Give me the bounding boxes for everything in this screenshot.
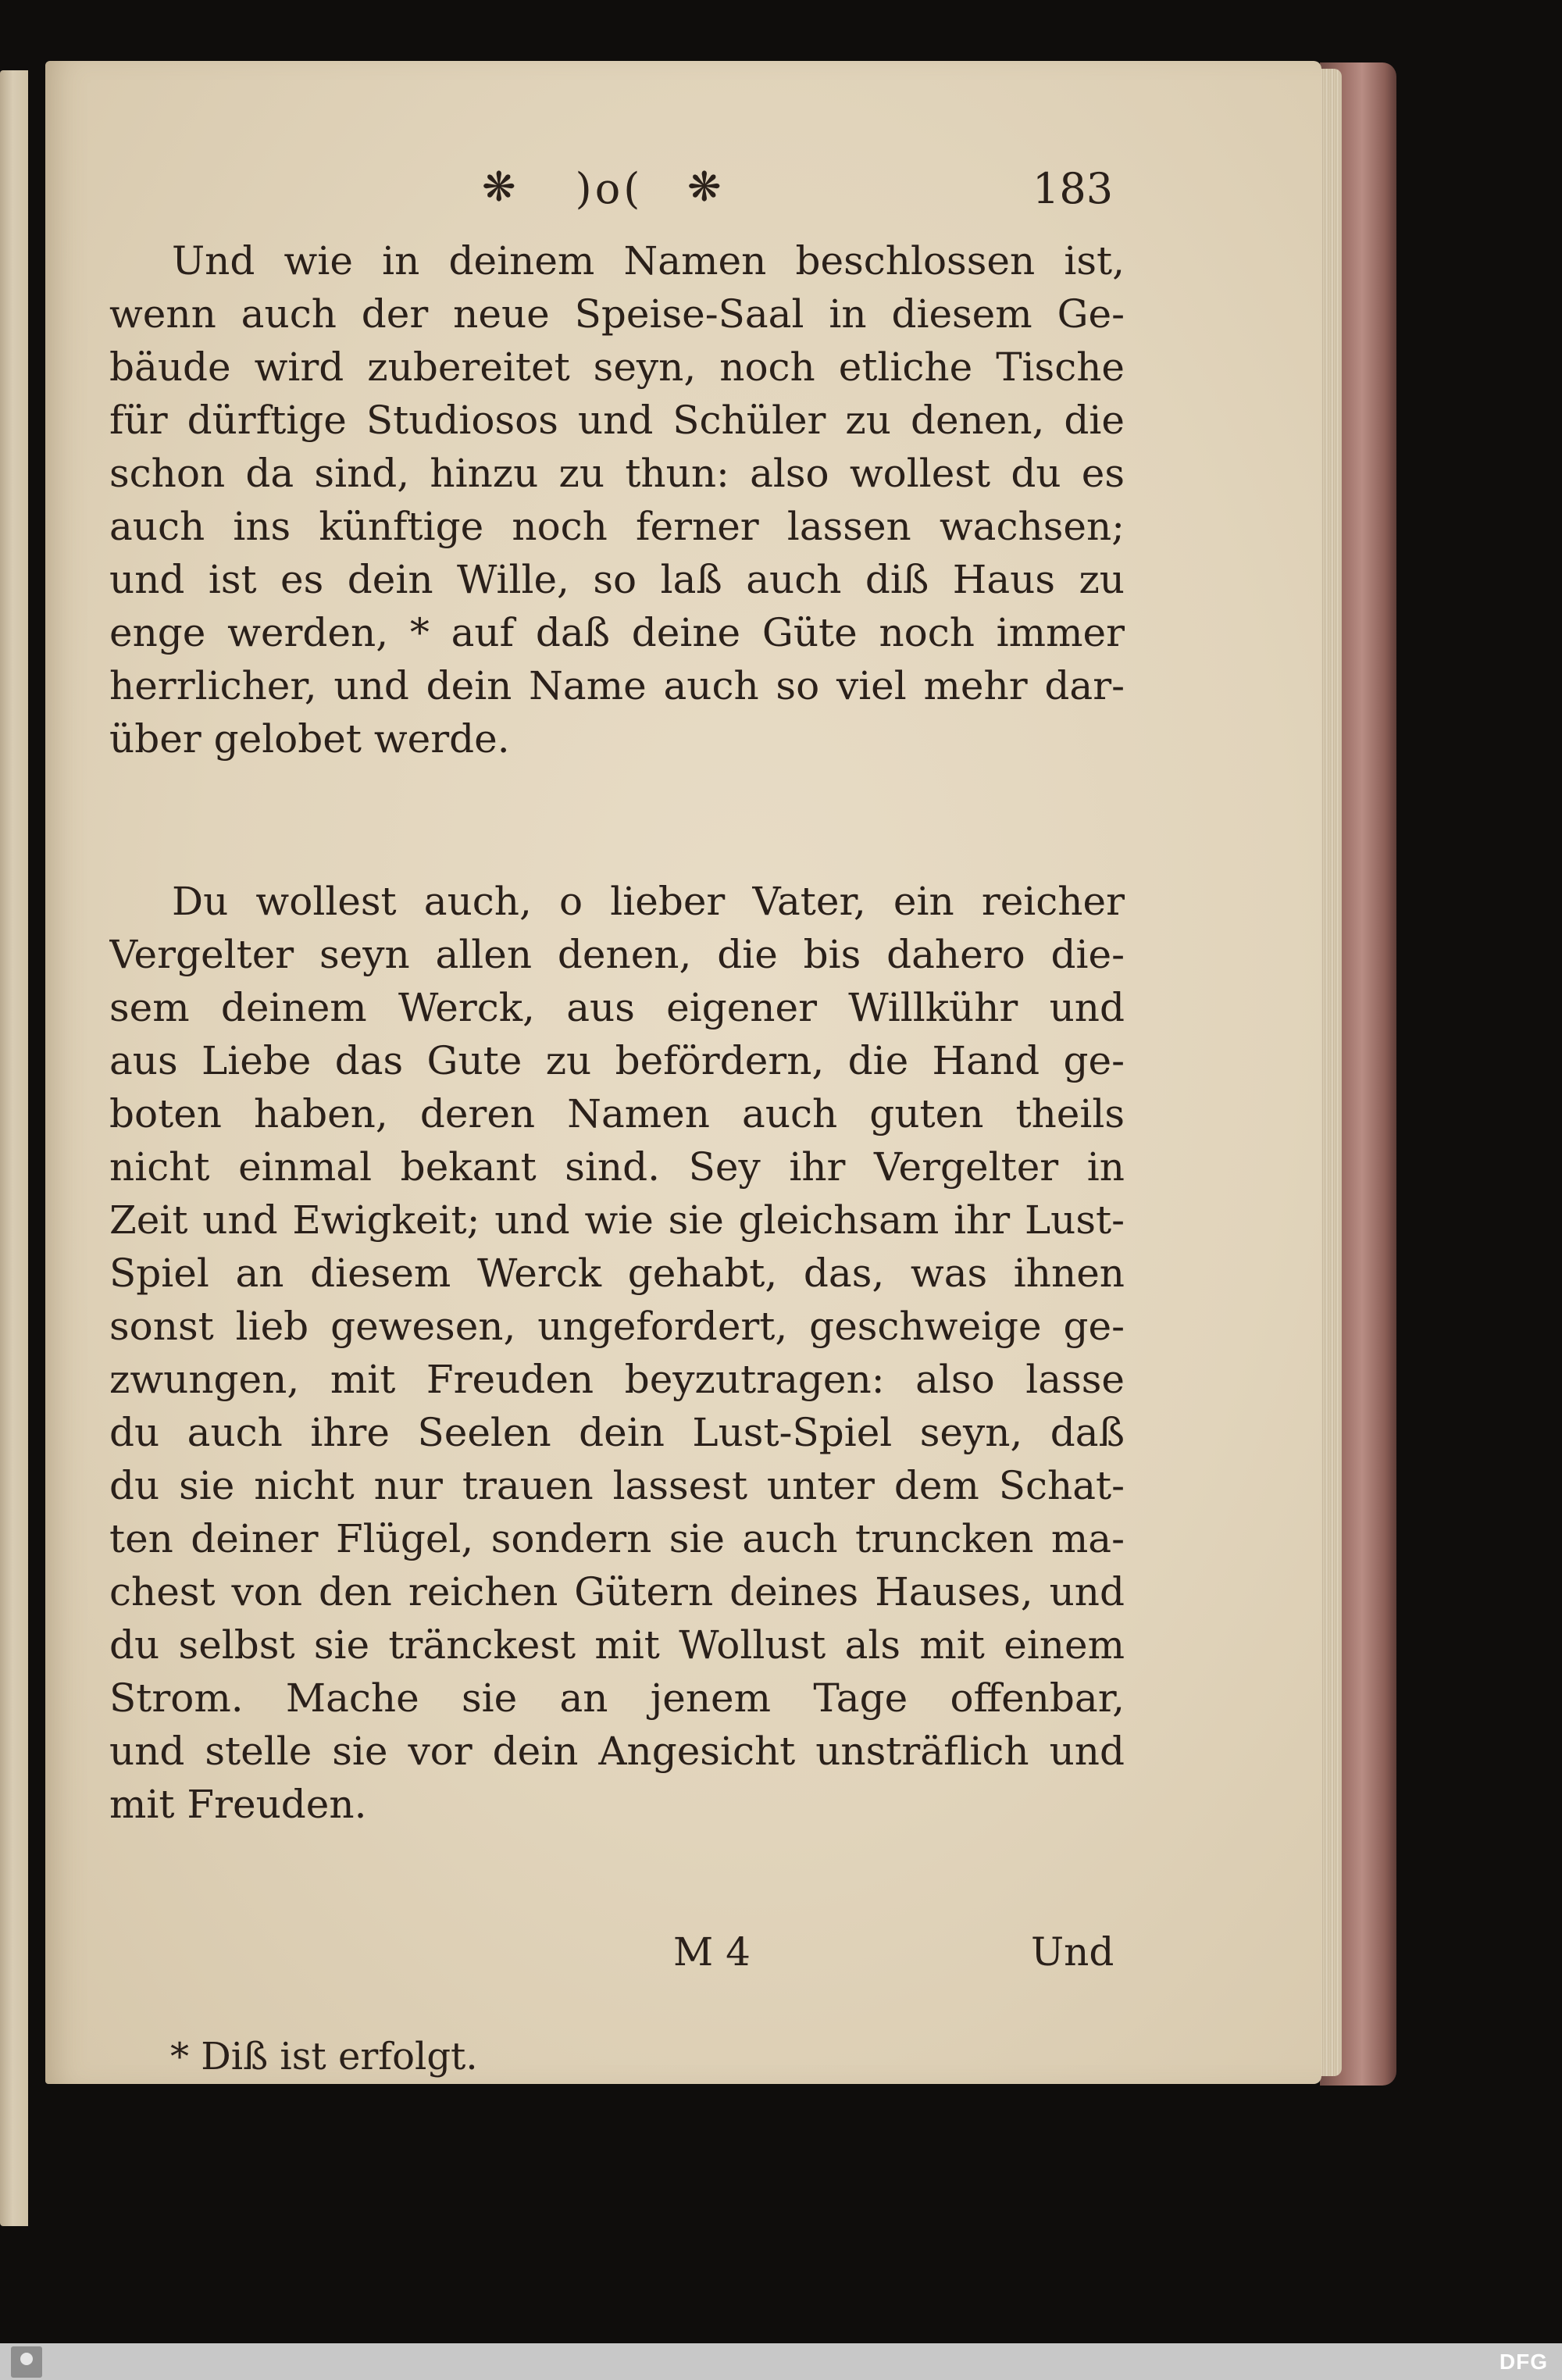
text-line: mit Freuden. (109, 1782, 367, 1827)
text-line: und stelle sie vor dein Angesicht unsträflich und (109, 1729, 1125, 1774)
text-line: Und wie in deinem Namen beschlossen ist, (172, 238, 1125, 284)
text-line: Zeit und Ewigkeit; und wie sie gleichsam ihr Lust- (109, 1197, 1125, 1243)
paragraph-1 (109, 234, 1125, 765)
text-line: Spiel an diesem Werck gehabt, das, was ihnen (109, 1251, 1125, 1296)
running-head: )o( (575, 164, 644, 213)
left-ornament-icon: ❋ (482, 164, 516, 211)
text-line: Vergelter seyn allen denen, die bis dahero die- (109, 932, 1125, 977)
text-line: du sie nicht nur trauen lassest unter dem Schat- (109, 1463, 1125, 1508)
text-line: wenn auch der neue Speise-Saal in diesem Ge- (109, 291, 1125, 337)
text-line: und ist es dein Wille, so laß auch diß Haus zu (109, 557, 1125, 602)
footnote: * Diß ist erfolgt. (170, 2035, 478, 2078)
text-line: auch ins künftige noch ferner lassen wachsen; (109, 504, 1125, 549)
text-line: du selbst sie tränckest mit Wollust als mit einem (109, 1622, 1125, 1668)
text-line: sem deinem Werck, aus eigener Willkühr und (109, 985, 1125, 1030)
catchword: Und (1031, 1929, 1114, 1975)
signature-mark: M 4 (673, 1929, 751, 1975)
text-line: bäude wird zubereitet seyn, noch etliche Tische (109, 344, 1125, 390)
page-number: 183 (1032, 164, 1114, 213)
text-line: Strom. Mache sie an jenem Tage offenbar, (109, 1675, 1125, 1721)
text-line: für dürftige Studiosos und Schüler zu denen, die (109, 398, 1125, 443)
text-line: chest von den reichen Gütern deines Hauses, und (109, 1569, 1125, 1615)
text-line: boten haben, deren Namen auch guten theils (109, 1091, 1125, 1136)
logo-dot (20, 2353, 33, 2365)
left-page-edge (0, 70, 28, 2226)
text-line: nicht einmal bekant sind. Sey ihr Vergelter in (109, 1144, 1125, 1190)
right-ornament-icon: ❋ (687, 164, 722, 211)
text-line: ten deiner Flügel, sondern sie auch truncken ma- (109, 1516, 1125, 1561)
text-line: über gelobet werde. (109, 716, 510, 762)
text-line: Du wollest auch, o lieber Vater, ein reicher (172, 879, 1125, 924)
footer-strip (0, 2343, 1562, 2380)
text-line: du auch ihre Seelen dein Lust-Spiel seyn, daß (109, 1410, 1125, 1455)
library-logo-icon (11, 2346, 42, 2378)
paragraph-2 (109, 875, 1125, 1831)
text-line: zwungen, mit Freuden beyzutragen: also lasse (109, 1357, 1125, 1402)
dfg-label: DFG (1499, 2350, 1548, 2374)
text-line: enge werden, * auf daß deine Güte noch immer (109, 610, 1125, 655)
text-line: aus Liebe das Gute zu befördern, die Hand ge- (109, 1038, 1125, 1083)
text-line: sonst lieb gewesen, ungefordert, geschweige ge- (109, 1304, 1125, 1349)
text-line: herrlicher, und dein Name auch so viel mehr dar- (109, 663, 1125, 708)
text-line: schon da sind, hinzu zu thun: also wollest du es (109, 451, 1125, 496)
